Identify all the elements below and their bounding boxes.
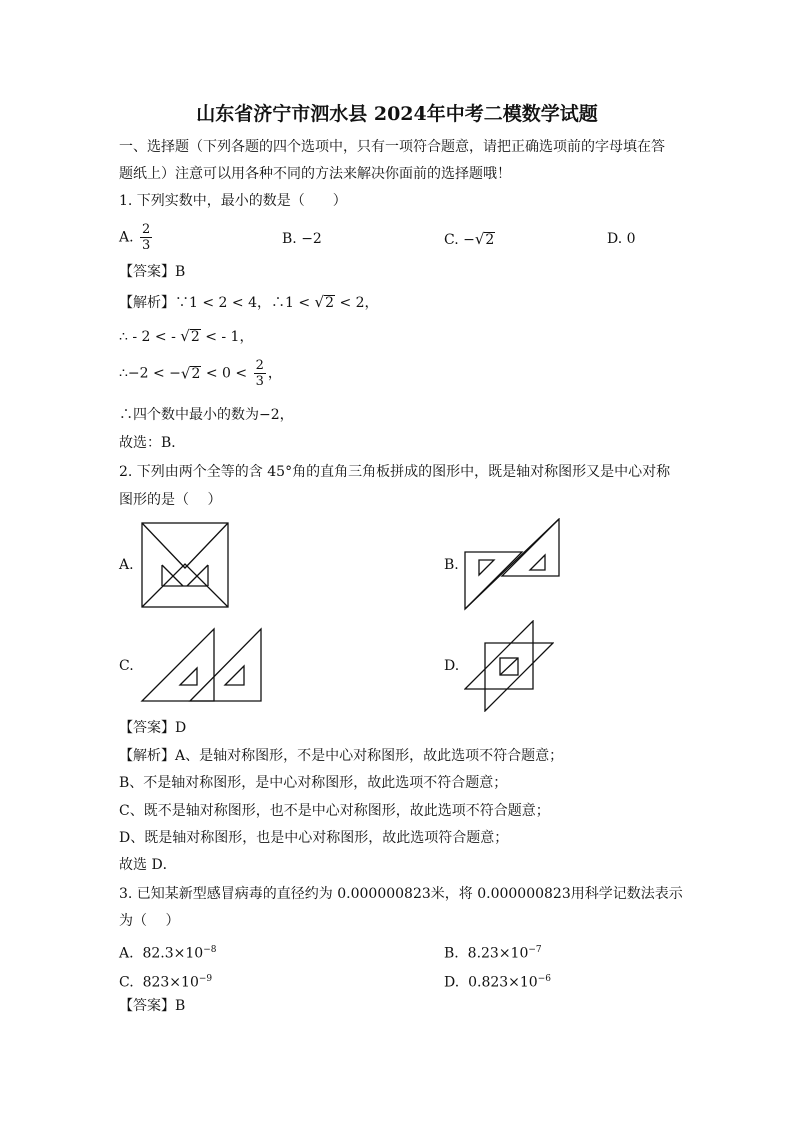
q1-explanation-3 xyxy=(119,358,282,394)
q3-stem-line1: 3. 已知某新型感冒病毒的直径约为 0.000000823米，将 0.000000823用科学记数法表示 xyxy=(119,886,683,902)
q3-option-a xyxy=(119,940,216,964)
q1-option-c-label: C. − xyxy=(444,232,475,248)
q1-exp2-head: ∴ - 2 < - xyxy=(119,329,181,345)
q3-option-b-exponent: −7 xyxy=(528,945,542,955)
q1-option-d: D. 0 xyxy=(607,231,636,247)
q1-exp2-tail: < - 1， xyxy=(200,329,254,345)
q2-option-c-label: C. xyxy=(119,658,134,674)
q1-exp3-radicand: 2 xyxy=(191,365,201,382)
q3-option-b-base: 8.23×10 xyxy=(467,945,529,962)
q3-option-d xyxy=(444,969,551,993)
q2-option-b-label: B. xyxy=(444,557,459,573)
q3-option-a-exponent: −8 xyxy=(203,945,217,955)
q1-exp1-tail: < 2， xyxy=(335,295,379,311)
q3-option-d-base: 0.823×10 xyxy=(468,974,538,991)
q3-option-c-exponent: −9 xyxy=(198,974,213,984)
q1-option-a-fraction xyxy=(140,222,152,253)
q3-answer: 【答案】B xyxy=(119,998,186,1014)
q2-explanation-1: 【解析】A、是轴对称图形，不是中心对称图形，故此选项不符合题意； xyxy=(119,748,564,764)
section-heading-line1: 一、选择题（下列各题的四个选项中，只有一项符合题意，请把正确选项前的字母填在答 xyxy=(119,139,665,155)
q1-explanation-1 xyxy=(119,292,379,313)
q1-option-c xyxy=(444,229,495,250)
q2-figure-b xyxy=(462,518,562,612)
q1-option-a xyxy=(119,222,154,256)
q1-explanation-2 xyxy=(119,326,253,347)
q2-option-d-label: D. xyxy=(444,658,460,674)
radical-sign: √ xyxy=(314,293,325,311)
radical-sign: √ xyxy=(180,364,191,383)
q1-exp2-radicand: 2 xyxy=(190,329,200,345)
q1-exp3-numerator: 2 xyxy=(255,358,264,373)
q2-explanation-4: D、既是轴对称图形，也是中心对称图形，故此选项符合题意； xyxy=(119,830,509,846)
q1-exp3-denominator: 3 xyxy=(255,374,264,389)
q2-stem-line1: 2. 下列由两个全等的含 45°角的直角三角板拼成的图形中，既是轴对称图形又是中心对称 xyxy=(119,464,671,480)
q3-option-d-label: D. xyxy=(444,974,460,991)
q2-explanation-5: 故选 D． xyxy=(119,857,177,873)
q3-option-c-label: C. xyxy=(119,974,134,991)
q3-option-b xyxy=(444,940,542,964)
q2-explanation-3: C、既不是轴对称图形，也不是中心对称图形，故此选项不符合题意； xyxy=(119,803,550,819)
q2-figure-a xyxy=(140,520,230,610)
q1-option-a-label: A. xyxy=(119,229,134,246)
q3-option-d-exponent: −6 xyxy=(537,974,551,984)
q3-option-c xyxy=(119,969,212,993)
q2-figure-c xyxy=(140,627,264,703)
q1-exp3-head: ∴−2 < − xyxy=(119,365,181,382)
q1-option-a-denominator: 3 xyxy=(142,238,151,253)
q2-stem-line2: 图形的是（ ） xyxy=(119,492,222,508)
q1-exp1-radicand: 2 xyxy=(325,295,335,311)
q3-option-c-base: 823×10 xyxy=(142,974,199,991)
q1-option-a-numerator: 2 xyxy=(142,222,151,237)
page-title: 山东省济宁市泗水县 2024年中考二模数学试题 xyxy=(196,103,598,125)
q1-exp1-head: 【解析】∵1 < 2 < 4，∴1 < xyxy=(119,295,315,311)
q1-option-c-radicand: 2 xyxy=(485,232,495,248)
section-heading-line2: 题纸上）注意可以用各种不同的方法来解决你面前的选择题哦！ xyxy=(119,166,511,182)
q1-answer: 【答案】B xyxy=(119,264,186,280)
radical-sign: √ xyxy=(180,327,190,345)
q1-stem: 1. 下列实数中，最小的数是（ ） xyxy=(119,193,347,209)
q3-option-a-base: 82.3×10 xyxy=(142,945,204,962)
q1-exp3-mid: < 0 < xyxy=(201,365,252,382)
q3-stem-line2: 为（ ） xyxy=(119,913,180,929)
q3-option-a-label: A. xyxy=(119,945,134,962)
q2-option-a-label: A. xyxy=(119,557,134,573)
q3-option-b-label: B. xyxy=(444,945,459,962)
q1-explanation-5: 故选：B． xyxy=(119,435,186,451)
q2-explanation-2: B、不是轴对称图形，是中心对称图形，故此选项不符合题意； xyxy=(119,775,508,791)
radical-sign: √ xyxy=(474,230,485,248)
q1-explanation-4: ∴四个数中最小的数为−2， xyxy=(119,407,294,423)
q1-exp3-tail: ， xyxy=(267,365,282,382)
q2-figure-d xyxy=(464,620,554,712)
q2-answer: 【答案】D xyxy=(119,720,187,736)
q1-option-b: B. −2 xyxy=(282,231,322,247)
q1-exp3-fraction xyxy=(254,358,266,389)
